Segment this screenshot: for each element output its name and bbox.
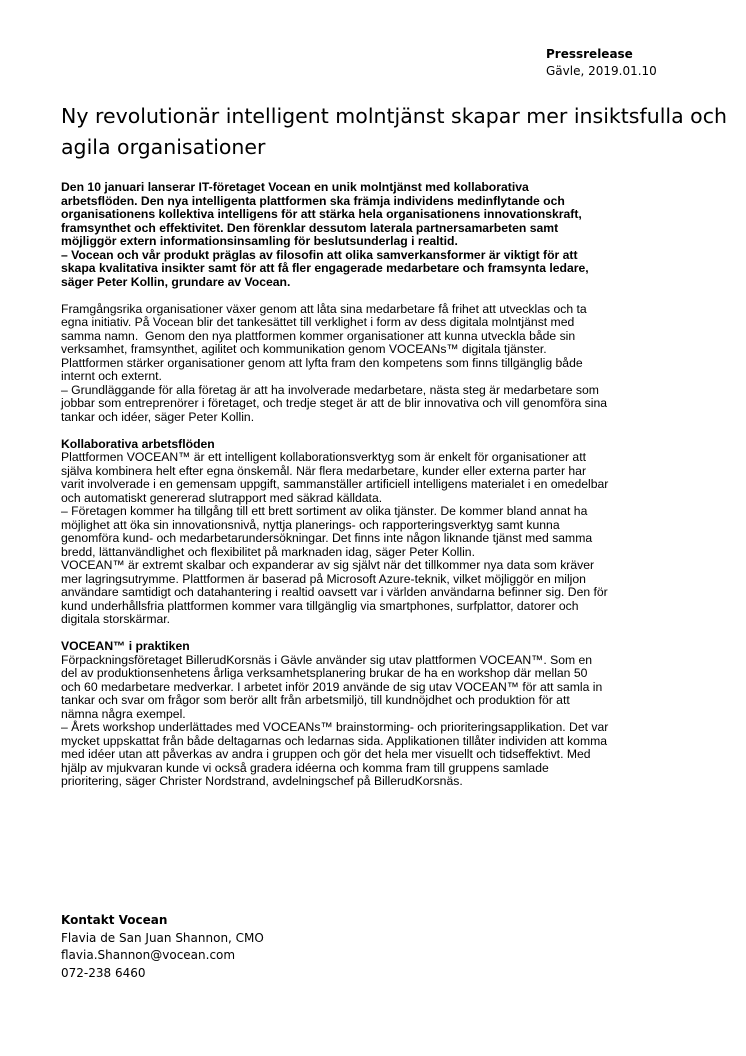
- press-header: [546, 46, 657, 80]
- contact-name: Flavia de San Juan Shannon, CMO: [61, 930, 264, 945]
- headline: Ny revolutionär intelligent molntjänst skapar mer insiktsfulla och agila organisationer: [61, 104, 727, 159]
- contact-email: flavia.Shannon@vocean.com: [61, 948, 236, 962]
- press-date: Gävle, 2019.01.10: [546, 64, 657, 78]
- section-paragraph: – Företagen kommer ha tillgång till ett brett sortiment av olika tjänster. De kommer bland annat ha möjlighet att öka sin innovationsnivå, nyttja planerings- och rapporteringsverktyg samt kunna genomföra kund- och medarbetarundersökningar. Det finns inte någon liknande tjänst med samma bredd, lättanvändlighet och flexibilitet på marknaden idag, säger Peter Kollin.: [61, 504, 593, 559]
- section-paragraph: Plattformen VOCEAN™ är ett intelligent kollaborationsverktyg som är enkelt för organisationer att själva kombinera helt efter egna önskemål. När flera medarbetare, kunder eller externa parter har varit involverade i en gemensam uppgift, sammanställer artificiell intelligens materialet i en omedelbar och automatiskt genererad slutrapport med säkrad källdata.: [61, 450, 609, 505]
- section-paragraph: Förpackningsföretaget BillerudKorsnäs i Gävle använder sig utav plattformen VOCEAN™. Som en del av produktionsenhetens årliga verksamhetsplanering brukar de ha en workshop där mellan 50 och 60 medarbetare medverkar. I arbetet inför 2019 använde de sig utav VOCEAN™ för att samla in tankar och svar om frågor som berör allt från arbetsmiljö, till kundnöjdhet och produktion för att nämna några exempel.: [61, 652, 603, 721]
- contact-heading: Kontakt Vocean: [61, 913, 168, 927]
- spacer: [61, 289, 721, 303]
- section-heading-practice: VOCEAN™ i praktiken: [61, 639, 190, 653]
- lead-paragraph: Den 10 januari lanserar IT-företaget Vocean en unik molntjänst med kollaborativa arbetsflöden. Den nya intelligenta plattformen ska främja individens medinflytande och organisationens kollektiva intelligens för att stärka hela organisationens innovationskraft, framsynthet och effektivitet. Den förenklar dessutom laterala partnersamarbeten samt möjliggör extern informationsinsamling för beslutsunderlag i realtid.: [61, 180, 582, 248]
- contact-block: [61, 912, 264, 982]
- press-label: Pressrelease: [546, 47, 633, 61]
- section-heading-collaborative: Kollaborativa arbetsflöden: [61, 436, 215, 451]
- article-body: [61, 181, 721, 789]
- intro-quote: – Grundläggande för alla företag är att ha involverade medarbetare, nästa steg är medarbetare som jobbar som entreprenörer i företaget, och tredje steget är att de blir innovativa och vill genomföra sina tankar och idéer, säger Peter Kollin.: [61, 382, 608, 424]
- intro-paragraph: Framgångsrika organisationer växer genom att låta sina medarbetare få frihet att utvecklas och ta egna initiativ. På Vocean blir det tankesättet till verklighet i form av dess digitala molntjänst med samma namn. Genom den nya plattformen kommer organisationer att kunna utveckla både sin verksamhet, framsynthet, agilitet och kommunikation genom VOCEANs™ digitala tjänster. Plattformen stärker organisationer genom att lyfta fram den kompetens som finns tillgänglig både internt och externt.: [61, 301, 587, 383]
- section-paragraph: VOCEAN™ är extremt skalbar och expanderar av sig självt när det tillkommer nya data som kräver mer lagringsutrymme. Plattformen är baserad på Microsoft Azure-teknik, vilket möjliggör en miljon användare samtidigt och datahantering i realtid oavsett var i världen användarna befinner sig. Den för kund underhållsfria plattformen kommer vara tillgänglig via smartphones, surfplattor, datorer och digitala storskärmar.: [61, 558, 608, 626]
- section-paragraph: – Årets workshop underlättades med VOCEANs™ brainstorming- och prioriteringsapplikation. Det var mycket uppskattat från både deltagarnas och ledarnas sida. Applikationen tillåter individen att komma med idéer utan att påverkas av andra i gruppen och gör det hela mer visuellt och tidseffektivt. Med hjälp av mjukvaran kunde vi också gradera idéerna och komma fram till gruppens samlade prioritering, säger Christer Nordstrand, avdelningschef på BillerudKorsnäs.: [61, 720, 609, 788]
- lead-quote: – Vocean och vår produkt präglas av filosofin att olika samverkansformer är viktigt för att skapa kvalitativa insikter samt för att få fler engagerade medarbetare och framsynta ledare, säger Peter Kollin, grundare av Vocean.: [61, 247, 589, 289]
- contact-phone: 072-238 6460: [61, 965, 146, 980]
- spacer: [61, 424, 721, 438]
- spacer: [61, 627, 721, 641]
